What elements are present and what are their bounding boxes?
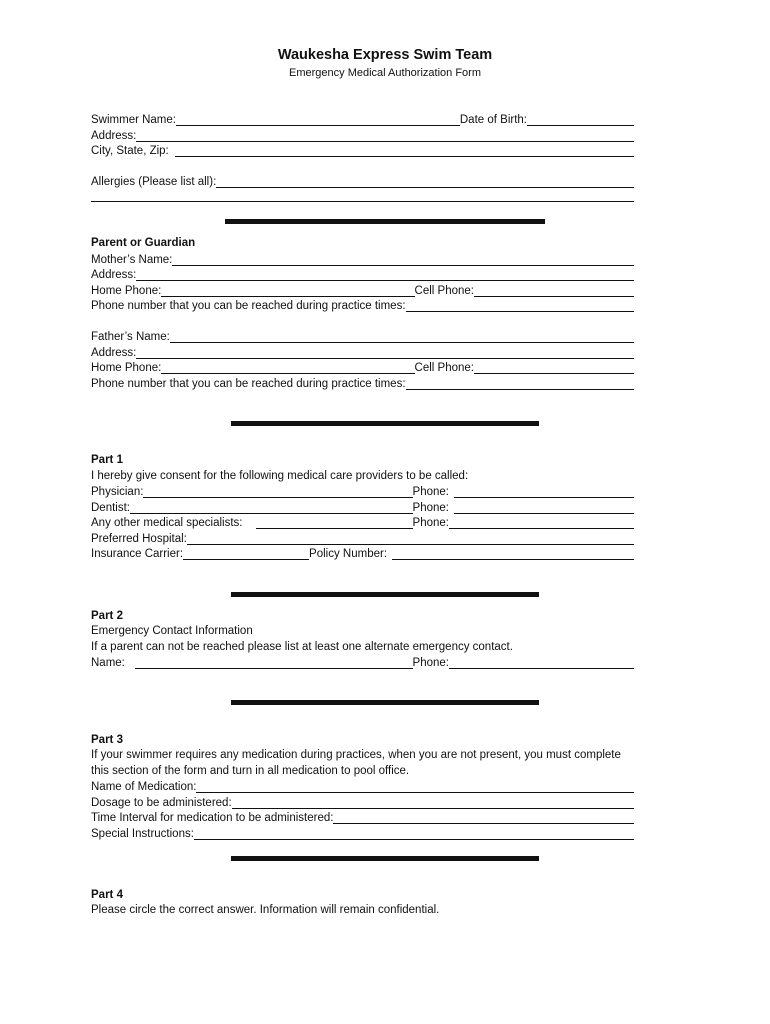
dentist-label: Dentist: — [91, 502, 130, 514]
mother-address-row — [91, 267, 634, 282]
part4-heading: Part 4 — [91, 889, 123, 901]
mother-phone-row — [91, 283, 634, 298]
policy-field[interactable] — [392, 548, 634, 560]
mother-name-label: Mother’s Name: — [91, 254, 173, 266]
interval-field[interactable] — [333, 812, 634, 824]
section-divider — [225, 219, 545, 224]
mother-address-label: Address: — [91, 269, 137, 281]
dosage-field[interactable] — [232, 797, 634, 809]
emergency-phone-field[interactable] — [449, 657, 634, 669]
swimmer-name-row — [91, 112, 634, 127]
father-home-phone-field[interactable] — [161, 362, 414, 374]
father-phone-row — [91, 360, 634, 375]
swimmer-address-row — [91, 128, 634, 143]
swimmer-city-field[interactable] — [175, 145, 634, 157]
part4-line1: Please circle the correct answer. Information will remain confidential. — [91, 904, 440, 916]
father-name-field[interactable] — [170, 331, 634, 343]
emergency-contact-row — [91, 655, 634, 670]
swimmer-name-label: Swimmer Name: — [91, 114, 176, 126]
emergency-name-field[interactable] — [135, 657, 413, 669]
dosage-label: Dosage to be administered: — [91, 797, 232, 809]
part2-line2: If a parent can not be reached please list at least one alternate emergency contact. — [91, 641, 513, 653]
father-home-phone-label: Home Phone: — [91, 362, 162, 374]
insurance-field[interactable] — [183, 548, 309, 560]
mother-cell-phone-field[interactable] — [474, 285, 634, 297]
mother-name-field[interactable] — [172, 254, 634, 266]
mother-address-field[interactable] — [136, 269, 634, 281]
swimmer-address-field[interactable] — [136, 130, 634, 142]
father-address-label: Address: — [91, 347, 137, 359]
insurance-label: Insurance Carrier: — [91, 548, 184, 560]
hospital-field[interactable] — [187, 533, 634, 545]
allergies-label: Allergies (Please list all): — [91, 176, 217, 188]
dentist-row — [91, 500, 634, 515]
dob-field[interactable] — [527, 114, 634, 126]
emergency-name-label: Name: — [91, 657, 125, 669]
father-name-row — [91, 329, 634, 344]
father-practice-phone-label: Phone number that you can be reached during practice times: — [91, 378, 406, 390]
father-address-row — [91, 345, 634, 360]
mother-home-phone-label: Home Phone: — [91, 285, 162, 297]
part1-intro: I hereby give consent for the following medical care providers to be called: — [91, 470, 469, 482]
mother-name-row — [91, 252, 634, 267]
part3-line2: this section of the form and turn in all medication to pool office. — [91, 765, 410, 777]
part2-heading: Part 2 — [91, 610, 123, 622]
dentist-field[interactable] — [130, 502, 413, 514]
hospital-row — [91, 531, 634, 546]
mother-practice-phone-label: Phone number that you can be reached during practice times: — [91, 300, 406, 312]
specialists-phone-label: Phone: — [412, 517, 449, 529]
form-subtitle: Emergency Medical Authorization Form — [289, 67, 481, 79]
mother-practice-phone-row — [91, 298, 634, 313]
section-divider — [231, 592, 539, 597]
physician-label: Physician: — [91, 486, 144, 498]
emergency-phone-label: Phone: — [412, 657, 449, 669]
medication-row — [91, 779, 634, 794]
physician-phone-label: Phone: — [412, 486, 449, 498]
part2-line1: Emergency Contact Information — [91, 625, 253, 637]
mother-practice-phone-field[interactable] — [406, 300, 634, 312]
dosage-row — [91, 795, 634, 810]
mother-cell-phone-label: Cell Phone: — [414, 285, 474, 297]
physician-phone-field[interactable] — [454, 486, 634, 498]
father-name-label: Father’s Name: — [91, 331, 170, 343]
allergies-field-extra-line[interactable] — [91, 201, 634, 202]
father-practice-phone-row — [91, 376, 634, 391]
physician-field[interactable] — [143, 486, 412, 498]
dentist-phone-label: Phone: — [412, 502, 449, 514]
policy-label: Policy Number: — [309, 548, 388, 560]
medication-field[interactable] — [196, 781, 634, 793]
hospital-label: Preferred Hospital: — [91, 533, 187, 545]
part3-heading: Part 3 — [91, 734, 123, 746]
instructions-label: Special Instructions: — [91, 828, 194, 840]
part1-heading: Part 1 — [91, 454, 123, 466]
dentist-phone-field[interactable] — [454, 502, 634, 514]
form-title: Waukesha Express Swim Team — [277, 47, 493, 63]
specialists-row — [91, 515, 634, 530]
medication-label: Name of Medication: — [91, 781, 197, 793]
physician-row — [91, 484, 634, 499]
interval-label: Time Interval for medication to be administered: — [91, 812, 334, 824]
dob-label: Date of Birth: — [459, 114, 527, 126]
specialists-label: Any other medical specialists: — [91, 517, 243, 529]
guardian-heading: Parent or Guardian — [91, 237, 196, 249]
instructions-row — [91, 826, 634, 841]
father-address-field[interactable] — [136, 347, 634, 359]
swimmer-address-label: Address: — [91, 130, 137, 142]
specialists-field[interactable] — [256, 517, 412, 529]
specialists-phone-field[interactable] — [449, 517, 634, 529]
insurance-row — [91, 546, 634, 561]
allergies-field[interactable] — [216, 176, 634, 188]
interval-row — [91, 810, 634, 825]
section-divider — [231, 421, 539, 426]
instructions-field[interactable] — [194, 828, 634, 840]
section-divider — [231, 700, 539, 705]
father-cell-phone-label: Cell Phone: — [414, 362, 474, 374]
section-divider — [231, 856, 539, 861]
swimmer-name-field[interactable] — [176, 114, 460, 126]
father-cell-phone-field[interactable] — [474, 362, 634, 374]
father-practice-phone-field[interactable] — [406, 378, 634, 390]
part3-line1: If your swimmer requires any medication during practices, when you are not present, you must complete — [91, 749, 621, 761]
swimmer-city-label: City, State, Zip: — [91, 145, 169, 157]
mother-home-phone-field[interactable] — [161, 285, 414, 297]
swimmer-city-row — [91, 143, 634, 158]
allergies-row — [91, 174, 634, 189]
